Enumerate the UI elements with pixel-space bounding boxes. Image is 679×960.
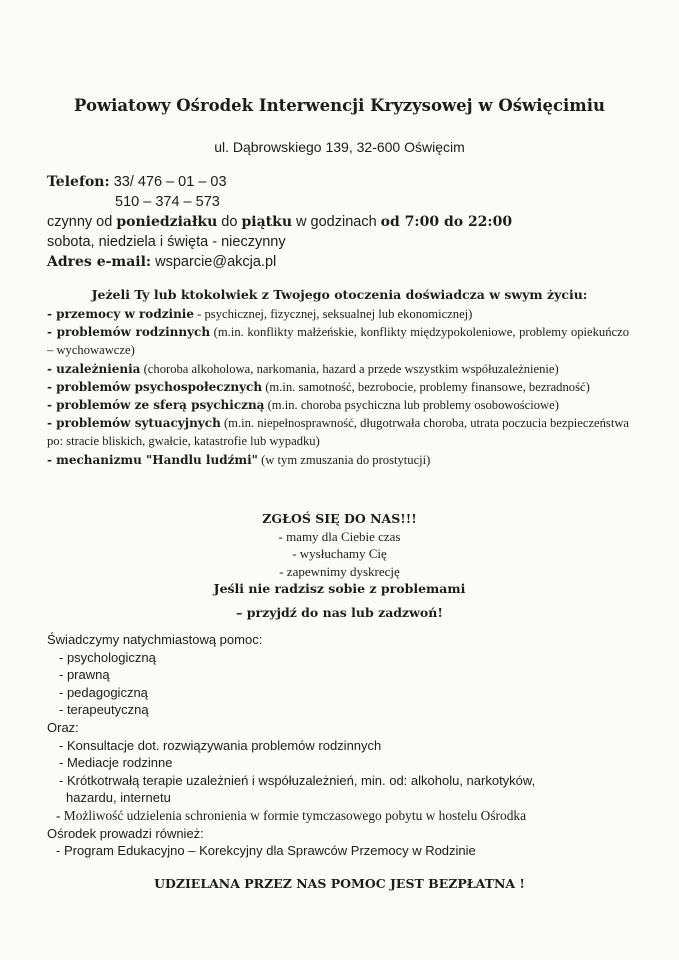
program-label: Ośrodek prowadzi również: (47, 825, 204, 841)
hours-day-to: piątku (241, 214, 292, 230)
appeal-line: - wysłuchamy Cię (292, 546, 387, 561)
email-line (47, 252, 647, 272)
problem-item (47, 360, 629, 378)
problem-description: (m.in. konflikty małżeńskie, konflikty międzypokoleniowe, problemy opiekuńczo – wychowawcze) (47, 325, 629, 358)
also-item: - Mediacje rodzinne (59, 755, 173, 771)
appeal-bold-1-text: Jeśli nie radzisz sobie z problemami (213, 581, 466, 596)
appeal-headline (0, 510, 679, 528)
help-type-item: - psychologiczną (59, 649, 156, 665)
problems-intro: Jeżeli Ty lub ktokolwiek z Twojego otoczenia doświadcza w swym życiu: (91, 287, 588, 302)
appeal-bold-2-text: – przyjdź do nas lub zadzwoń! (236, 604, 443, 620)
problem-description: - psychicznej, fizycznej, seksualnej lub ekonomicznej) (194, 307, 473, 321)
free-help-notice: UDZIELANA PRZEZ NAS POMOC JEST BEZPŁATNA ! (154, 876, 525, 891)
also-item: - Konsultacje dot. rozwiązywania problemów rodzinnych (59, 737, 382, 753)
problem-description: (m.in. choroba psychiczna lub problemy osobowościowe) (264, 398, 559, 413)
problem-item (47, 414, 629, 450)
problem-item (47, 305, 629, 323)
problem-item (47, 378, 629, 396)
problem-title: - problemów ze sferą psychiczną (47, 398, 265, 413)
problem-item (47, 323, 629, 359)
also-item: - Możliwość udzielenia schronienia w formie tymczasowego pobytu w hostelu Ośrodka (56, 807, 527, 823)
contact-block (47, 172, 647, 272)
appeal-line: - zapewnimy dyskrecję (279, 563, 400, 579)
page-title: Powiatowy Ośrodek Interwencji Kryzysowej w Oświęcimiu (73, 96, 606, 115)
problem-description: (m.in. samotność, bezrobocie, problemy finansowe, bezradność) (262, 379, 590, 394)
also-item: - Krótkotrwałą terapie uzależnień i współuzależnień, min. od: alkoholu, narkotyków, (59, 772, 536, 788)
problem-title: - problemów rodzinnych (47, 325, 211, 340)
problem-title: - mechanizmu "Handlu ludźmi" (47, 452, 258, 467)
help-type-item: - prawną (59, 667, 110, 683)
appeal-line: - mamy dla Ciebie czas (278, 528, 401, 544)
phone-number-2: 510 – 374 – 573 (115, 194, 220, 210)
problem-description: (w tym zmuszania do prostytucji) (257, 452, 431, 467)
hours-text: w godzinach (296, 214, 377, 230)
email-address: wsparcie@akcja.pl (155, 254, 277, 270)
hours-prefix: czynny od (47, 214, 113, 230)
help-type-item: - pedagogiczną (59, 684, 148, 700)
program-item: - Program Edukacyjno – Korekcyjny dla Sprawców Przemocy w Rodzinie (56, 843, 476, 859)
weekend-hours: sobota, niedziela i święta - nieczynny (47, 234, 286, 250)
appeal-headline-text: ZGŁOŚ SIĘ DO NAS!!! (262, 511, 417, 526)
help-type-item: - terapeutyczną (59, 702, 149, 718)
also-label: Oraz: (47, 719, 79, 735)
hours-range: od 7:00 do 22:00 (380, 214, 513, 230)
services-intro: Świadczymy natychmiastową pomoc: (47, 632, 263, 647)
problems-list (47, 305, 629, 469)
phone-number-1: 33/ 476 – 01 – 03 (113, 174, 227, 190)
phone-label: Telefon: (47, 174, 110, 190)
hours-mid: do (221, 214, 238, 230)
problem-item (47, 396, 629, 414)
problem-description: (m.in. niepełnosprawność, długotrwała choroba, utrata poczucia bezpieczeństwa po: stracie bliskich, gwałcie, katastrofie lub wypadku) (47, 416, 629, 449)
problem-title: - problemów psychospołecznych (47, 379, 263, 394)
problem-item (47, 451, 629, 469)
email-label: Adres e-mail: (47, 254, 152, 270)
problem-title: - przemocy w rodzinie (47, 307, 194, 321)
problem-description: (choroba alkoholowa, narkomania, hazard a przede wszystkim współuzależnienie) (140, 361, 559, 376)
phone-line (47, 172, 647, 192)
address: ul. Dąbrowskiego 139, 32-600 Oświęcim (214, 139, 465, 155)
services-block (47, 631, 637, 860)
opening-hours (47, 212, 647, 232)
problem-title: - problemów sytuacyjnych (47, 416, 221, 431)
appeal-block (0, 510, 679, 621)
appeal-bold-1 (0, 580, 679, 598)
appeal-bold-2 (0, 604, 679, 622)
also-item-continued: hazardu, internetu (66, 790, 171, 806)
hours-day-from: poniedziałku (116, 214, 218, 230)
problem-title: - uzależnienia (47, 361, 141, 376)
